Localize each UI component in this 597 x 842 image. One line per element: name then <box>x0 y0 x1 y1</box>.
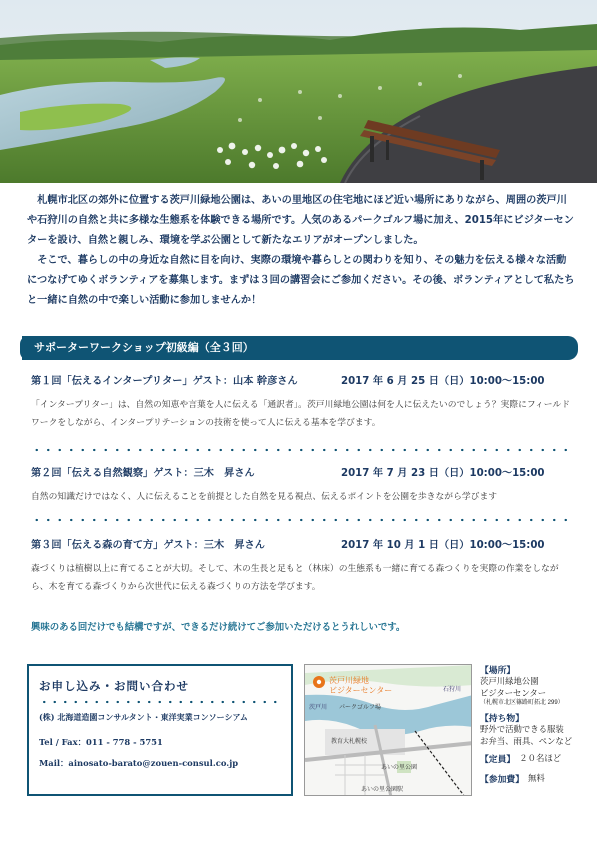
place-name: 茨戸川緑地公園 <box>480 676 539 686</box>
dotted-divider <box>31 518 571 522</box>
intro-text <box>27 191 575 311</box>
session-title-row <box>31 538 571 554</box>
fee-row <box>480 773 592 785</box>
map-graphic <box>305 665 472 796</box>
items-label: 【持ち物】 <box>480 713 524 723</box>
map-label-river: 茨戸川 <box>309 704 328 711</box>
intro-paragraph-1: 札幌市北区の郊外に位置する茨戸川緑地公園は、あいの里地区の住宅地にほど近い場所にありながら、周囲の茨戸川や石狩川の自然と共に多様な生態系を体験できる場所です。人気のあるパークゴルフ場に加え、2015年にビジターセンターを設け、自然と親しみ、環境を学ぶ公園として新たなエリアがオープンしました。 <box>27 195 574 246</box>
session-title: 第３回「伝える森の育て方」ゲスト：三木 昇さん <box>31 540 265 551</box>
contact-box <box>27 664 293 796</box>
contact-email: Mail：ainosato-barato@zouen-consul.co.jp <box>39 758 239 768</box>
closing-note: 興味のある回だけでも結構ですが、できるだけ続けてご参加いただけるとうれしいです。 <box>31 622 406 633</box>
contact-organization: (株) 北海道造園コンサルタント・東洋実業コンソーシアム <box>39 712 248 722</box>
contact-phone: Tel / Fax：011 - 778 - 5751 <box>39 737 163 747</box>
intro-paragraph-2: そこで、暮らしの中の身近な自然に目を向け、実際の環境や暮らしとの関わりを知り、その魅力を伝える様々な活動につなげてゆくボランティアを募集します。まずは３回の講習会にご参加ください。その後、ボランティアとして私たちと一緒に自然の中で楽しい活動に参加しませんか！ <box>27 255 575 306</box>
session-date: 2017 年 7 月 23 日（日）10:00～15:00 <box>341 468 545 479</box>
map-label-park: あいの里公園 <box>381 764 418 771</box>
session-2 <box>31 466 571 506</box>
hero-photo <box>0 0 597 183</box>
map-label-center-2: ビジターセンター <box>329 686 393 695</box>
session-3 <box>31 538 571 596</box>
capacity-label: 【定員】 <box>480 754 516 764</box>
session-1 <box>31 374 571 432</box>
capacity-row <box>480 753 592 765</box>
section-heading: サポーターワークショップ初級編（全３回） <box>22 336 578 360</box>
items-line-2: お弁当、雨具、ペンなど <box>480 735 573 746</box>
dotted-divider <box>39 700 281 704</box>
place-building: ビジターセンター <box>480 687 547 698</box>
place-address: （札幌市北区篠路町拓北 299） <box>480 700 564 706</box>
items-line-1: 野外で活動できる服装 <box>480 724 564 734</box>
map-label-school: 教育大札幌校 <box>331 738 368 745</box>
map-label-center-1: 茨戸川緑地 <box>329 676 369 685</box>
fee-label: 【参加費】 <box>480 774 524 784</box>
dotted-divider <box>31 448 571 452</box>
park-landscape-image <box>0 0 597 183</box>
session-date: 2017 年 6 月 25 日（日）10:00～15:00 <box>341 376 545 387</box>
session-title-row <box>31 466 571 482</box>
fee-value: 無料 <box>528 773 545 784</box>
session-description: 森づくりは植樹以上に育てることが大切。そして、木の生長と足もと（林床）の生態系も一緒に育てる森つくりを実際の作業をしながら、木を育てる森づくりから次世代に伝える森づくりの方法を学びます。 <box>31 564 559 592</box>
session-description: 自然の知識だけではなく、人に伝えることを前提とした自然を見る視点、伝えるポイントを公園を歩きながら学びます <box>31 492 498 502</box>
capacity-value: ２０名ほど <box>519 753 562 764</box>
session-title: 第２回「伝える自然観察」ゲスト：三木 昇さん <box>31 468 255 479</box>
session-title: 第１回「伝えるインタープリター」ゲスト：山本 幹彦さん <box>31 376 298 387</box>
contact-heading: お申し込み・お問い合わせ <box>39 679 189 693</box>
session-date: 2017 年 10 月 1 日（日）10:00～15:00 <box>341 540 545 551</box>
session-description: 「インタープリター」は、自然の知恵や言葉を人に伝える「通訳者」。茨戸川緑地公園は何を人に伝えたいのでしょう？実際にフィールドワークをしながら、インタープリテーションの技術を使って人に伝える基本を学びます。 <box>31 400 570 428</box>
map-label-park-golf: パークゴルフ場 <box>339 704 381 711</box>
session-title-row <box>31 374 571 390</box>
info-column <box>480 664 592 785</box>
place-label: 【場所】 <box>480 665 516 675</box>
map-label-station: あいの里公園駅 <box>361 786 404 793</box>
location-map <box>304 664 472 796</box>
map-label-right: 石狩川 <box>443 686 462 693</box>
